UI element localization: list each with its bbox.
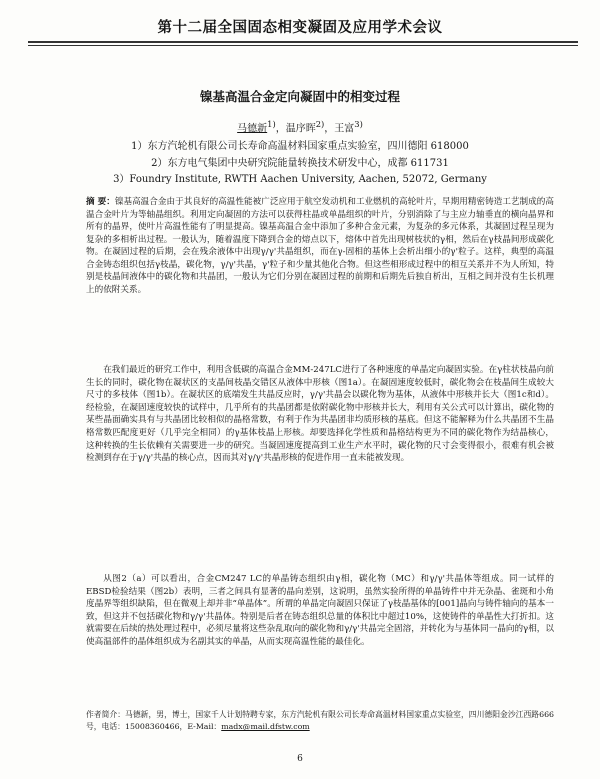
abstract-label: 摘 要：	[86, 197, 115, 207]
author-1: 马德新	[237, 123, 268, 135]
author-3: 王富	[334, 123, 355, 135]
author-1-affil: 1)	[267, 119, 276, 129]
page-number: 6	[297, 754, 303, 764]
author-2-affil: 2)	[315, 119, 325, 129]
affiliation-1: 1）东方汽轮机有限公司长寿命高温材料国家重点实验室，四川德阳 618000	[131, 141, 469, 152]
conference-title: 第十二届全国固态相变凝固及应用学术会议	[157, 20, 443, 36]
body-paragraph-2: 从图2（a）可以看出，合金CM247 LC的单晶铸态组织由γ相，碳化物（MC）和γ/γ'共晶体等组成。同一试样的EBSD检验结果（图2b）表明，三者之间具有显著的晶向差别，这说明，虽然实验所得的单晶铸件中并无杂晶、雀斑和小角度晶界等组织缺陷，但在微观上却并非“单晶体”。所谓的单晶定向凝固只保证了γ枝晶基体的[001]晶向与铸件轴向的基本一致，但这并不包括碳化物和γ/γ'共晶体。特别是后者在铸态组织总量的体积比中超过10%，这使铸件的单晶性大打折扣。这就需要在后续的热处理过程中，必须尽量将这些杂乱取向的碳化物和γ/γ'共晶完全固溶，并转化为与基体同一晶向的γ相，以使高温部件的晶体组织成为名副其实的单晶，从而实现高温性能的最佳化。	[86, 574, 554, 647]
bio-email-link[interactable]: madx@mail.dfstw.com	[221, 722, 310, 731]
author-2: 温序晖	[285, 123, 316, 135]
author-bio	[86, 709, 554, 733]
author-sep-1: ，	[275, 123, 286, 135]
header-rule-thin	[28, 45, 578, 46]
author-3-affil: 3)	[354, 119, 363, 129]
author-sep-2: ，	[324, 123, 335, 135]
abstract	[86, 196, 554, 296]
abstract-text: 镍基高温合金由于其良好的高温性能被广泛应用于航空发动机和工业燃机的高轮叶片，早期用精密铸造工艺制成的高温合金叶片为等轴晶组织。利用定向凝固的方法可以获得柱晶或单晶组织的叶片，分别消除了与主应力轴垂直的横向晶界和所有的晶界，使叶片高温性能有了明显提高。镍基高温合金中添加了多种合金元素，为复杂的多元体系，其凝固过程呈现为复杂的多相析出过程。一般认为，随着温度下降到合金的熔点以下，熔体中首先出现树枝状的γ相，然后在γ枝晶间形成碳化物。在凝固过程的后期，会在残余液体中出现γ/γ'共晶组织，而在γ-固相的基体上会析出细小的γ'粒子。这样，典型的高温合金铸态组织包括γ枝晶，碳化物，γ/γ'共晶，γ'粒子和少量其他化合物。但这些相形成过程中的相互关系并不为人所知，特别是枝晶间液体中的碳化物和共晶团，一般认为它们分别在凝固过程的前期和后期先后独自析出，互相之间并没有生长机理上的依附关系。	[86, 197, 554, 295]
body-paragraph-1: 在我们最近的研究工作中，利用含低碳的高温合金MM-247LC进行了各种速度的单晶定向凝固实验。在γ柱状枝晶向前生长的同时，碳化物在凝状区的支晶间枝晶交错区从液体中形核（图1a）。在凝固速度较低时，碳化物会在枝晶间生成较大尺寸的多枝体（图1b）。在凝状区的底端发生共晶反应时，γ/γ'共晶会以碳化物为基体，从液体中形核并长大（图1c和d）。经检验，在凝固速度较快的试样中，几乎所有的共晶团都是依附碳化物中形核并长大，利用有关公式可以计算出，碳化物的某些晶面确实具有与共晶团比较相似的晶格常数，有利于作为共晶团非均质形核的基底。但这不能解释为什么共晶团不生晶格常数匹配度更好（几乎完全相同）的γ基体枝晶上形核。却要选择化学性质和晶格结构更为不同的碳化物作为结晶核心，这种转换的生长依赖有关需要进一步的研究。当凝固速度提高到工业生产水平时，碳化物的尺寸会变得很小，很难有机会被检测到存在于γ/γ'共晶的核心点，因而其对γ/γ'共晶形核的促进作用一直未能被发现。	[86, 365, 554, 464]
affiliation-2: 2）东方电气集团中央研究院能量转换技术研发中心，成都 611731	[151, 158, 449, 169]
paper-title: 镍基高温合金定向凝固中的相变过程	[199, 89, 400, 104]
bio-text: 作者简介：马德新，男，博士，国家千人计划特聘专家，东方汽轮机有限公司长寿命高温材料国家重点实验室，四川德阳金沙江西路666号，电话：15008360466，E-Mail：	[86, 710, 554, 731]
author-line	[0, 119, 600, 134]
header-rule-thick	[28, 41, 578, 43]
affiliation-3: 3）Foundry Institute, RWTH Aachen University, Aachen, 52072, Germany	[113, 174, 487, 185]
